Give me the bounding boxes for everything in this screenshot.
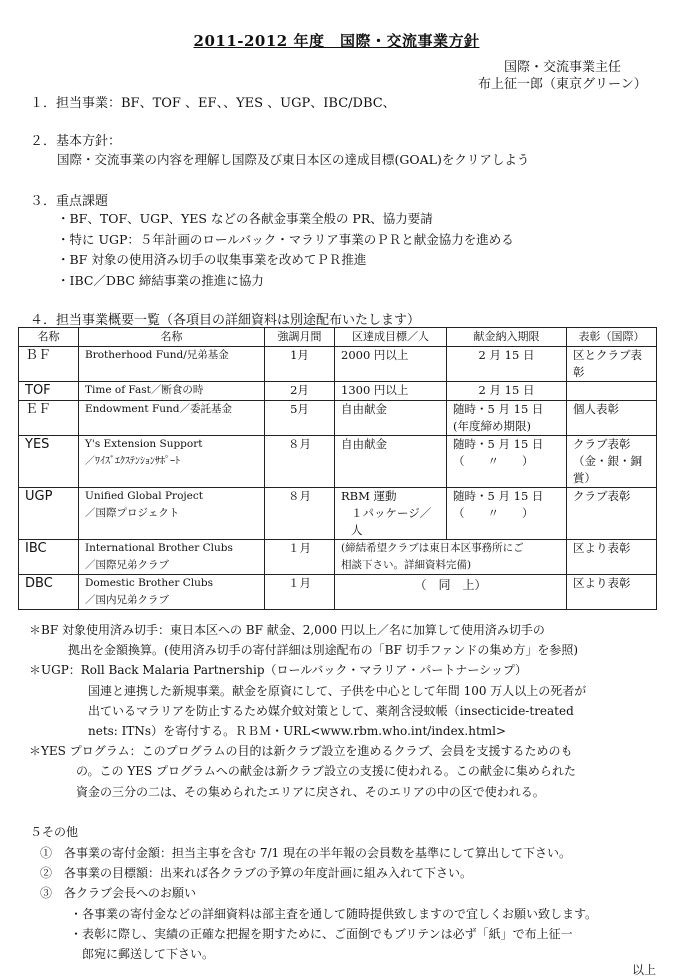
award-note: （金・銀・銅賞） — [573, 454, 642, 485]
program-name-en: Y's Extension Support — [85, 438, 203, 450]
section-5-subitem: 郎宛に郵送して下さい。 — [82, 947, 215, 961]
document-title: 2011-2012 年度 国際・交流事業方針 — [193, 32, 480, 50]
note-bf-line: 拠出を金額換算。(使用済み切手の寄付詳細は別途配布の「BF 切手ファンドの集め方」を参照) — [68, 643, 579, 657]
note-yes-line: の。この YES プログラムへの献金は新クラブ設立の支援に使われる。この献金に集められた — [76, 764, 576, 778]
table-row — [19, 575, 657, 610]
deadline — [447, 436, 567, 488]
program-abbr: IBC — [19, 540, 79, 575]
section-4-heading: ４．担当事業概要一覧（各項目の詳細資料は別途配布いたします） — [30, 313, 421, 328]
section-3-heading: ３．重点課題 — [30, 194, 109, 209]
award — [567, 382, 657, 401]
program-name — [79, 488, 265, 540]
section-2-heading: ２．基本方針： — [30, 134, 122, 149]
section-3-item: ・特に UGP：５年計画のロールバック・マラリア事業のＰＲと献金協力を進める — [57, 232, 514, 247]
table-header-cell: 献金納入期限 — [447, 328, 567, 347]
note-bf-line: ＊BF 対象使用済み切手：東日本区への BF 献金、2,000 円以上／名に加算して使用済み切手の — [29, 623, 545, 637]
table-header-cell: 表彰（国際） — [567, 328, 657, 347]
program-abbr: YES — [19, 436, 79, 488]
program-abbr: ＥＦ — [19, 401, 79, 436]
note-yes-line: 資金の三分の二は、その集められたエリアに戻され、そのエリアの中の区で使われる。 — [76, 785, 545, 799]
table-row — [19, 401, 657, 436]
target-note: １パッケージ／人 — [351, 506, 432, 537]
district-target — [335, 488, 447, 540]
note-ugp-line: nets: ITNs）を寄付する。ＲＢＭ・URL<www.rbm.who.int/index.html> — [88, 724, 507, 738]
district-target: 1300 円以上 — [335, 382, 447, 401]
section-5-item: ② 各事業の目標額：出来れば各クラブの予算の年度計画に組み入れて下さい。 — [40, 866, 473, 880]
table-header-cell: 区達成目標／人 — [335, 328, 447, 347]
program-name — [79, 540, 265, 575]
program-name: Endowment Fund／委託基金 — [79, 401, 265, 436]
program-name-en: International Brother Clubs — [85, 542, 233, 554]
table-row — [19, 382, 657, 401]
section-3-item: ・BF 対象の使用済み切手の収集事業を改めてＰＲ推進 — [57, 252, 367, 267]
table-header-row — [19, 328, 657, 347]
merged-line: 相談下さい。詳細資料完備) — [341, 559, 472, 571]
program-summary-table — [18, 327, 657, 610]
merged-target-deadline — [335, 540, 567, 575]
emphasis-month: 1月 — [265, 347, 335, 382]
note-ugp-line: ＊UGP：Roll Back Malaria Partnership（ロールバック・マラリア・パートナーシップ） — [29, 663, 528, 677]
program-name-en: Domestic Brother Clubs — [85, 577, 213, 589]
section-5-item: ③ 各クラブ会長へのお願い — [40, 886, 197, 900]
emphasis-month: １月 — [265, 540, 335, 575]
district-target: 自由献金 — [335, 401, 447, 436]
award: 区とクラブ表彰 — [567, 347, 657, 382]
author-role: 国際・交流事業主任 — [504, 60, 622, 75]
emphasis-month: ８月 — [265, 488, 335, 540]
section-5-item: ① 各事業の寄付金額：担当主事を含む 7/1 現在の半年報の会員数を基準にして算出して下さい。 — [40, 846, 571, 860]
award: 個人表彰 — [567, 401, 657, 436]
program-name-en: Unified Global Project — [85, 490, 203, 502]
closing-mark: 以上 — [632, 963, 657, 977]
emphasis-month: 2月 — [265, 382, 335, 401]
section-3-item: ・BF、TOF、UGP、YES などの各献金事業全般の PR、協力要請 — [57, 211, 433, 226]
deadline: 2 月 15 日 — [447, 347, 567, 382]
note-ugp-line: 国連と連携した新規事業。献金を原資にして、子供を中心として年間 100 万人以上の死者が — [88, 684, 587, 698]
table-row — [19, 540, 657, 575]
section-5-subitem: ・各事業の寄付金などの詳細資料は部主査を通して随時提供致しますので宜しくお願い致します。 — [70, 907, 598, 921]
emphasis-month: 5月 — [265, 401, 335, 436]
section-5-heading: ５その他 — [30, 825, 79, 839]
award — [567, 436, 657, 488]
note-yes-line: ＊YES プログラム：このプログラムの目的は新クラブ設立を進めるクラブ、会員を支援するためのも — [29, 744, 573, 758]
table-header-cell: 強調月間 — [265, 328, 335, 347]
deadline-note: （ 〃 ） — [453, 454, 534, 468]
emphasis-month: ８月 — [265, 436, 335, 488]
award-line: クラブ表彰 — [573, 437, 631, 451]
merged-line: (締結希望クラブは東日本区事務所にご — [341, 542, 524, 554]
author-name: 布上征一郎（東京グリーン） — [478, 77, 647, 92]
district-target: 自由献金 — [335, 436, 447, 488]
program-name: Brotherhood Fund/兄弟基金 — [79, 347, 265, 382]
program-name — [79, 436, 265, 488]
deadline-line: 随時・5 月 15 日 — [453, 489, 544, 503]
program-name-jp: ／国際兄弟クラブ — [85, 559, 169, 571]
program-name-jp: ／国際プロジェクト — [85, 507, 180, 519]
deadline — [447, 488, 567, 540]
deadline: 2 月 15 日 — [447, 382, 567, 401]
district-target: 2000 円以上 — [335, 347, 447, 382]
program-abbr: UGP — [19, 488, 79, 540]
section-1-heading: １．担当事業：BF、TOF 、EF、、YES 、UGP、IBC/DBC、 — [30, 96, 396, 111]
program-abbr: ＢＦ — [19, 347, 79, 382]
deadline-line: 随時・5 月 15 日 — [453, 402, 544, 416]
program-name — [79, 575, 265, 610]
table-row — [19, 347, 657, 382]
section-2-body: 国際・交流事業の内容を理解し国際及び東日本区の達成目標(GOAL)をクリアしよう — [57, 152, 530, 167]
target-line: RBM 運動 — [341, 489, 397, 503]
deadline-line: 随時・5 月 15 日 — [453, 437, 544, 451]
program-name-jp: ／ﾜｲｽﾞｴｸｽﾃﾝｼｮﾝｻﾎﾟｰﾄ — [85, 456, 180, 467]
program-name-jp: ／国内兄弟クラブ — [85, 594, 169, 606]
award: 区より表彰 — [567, 575, 657, 610]
table-header-cell: 名称 — [19, 328, 79, 347]
deadline-note: (年度締め期限) — [453, 419, 531, 433]
deadline-note: （ 〃 ） — [453, 506, 534, 520]
deadline — [447, 401, 567, 436]
note-ugp-line: 出ているマラリアを防止するため媒介蚊対策として、薬剤含浸蚊帳（insecticide-treated — [88, 704, 574, 718]
section-3-item: ・IBC／DBC 締結事業の推進に協力 — [57, 273, 264, 288]
program-abbr: TOF — [19, 382, 79, 401]
award: 区より表彰 — [567, 540, 657, 575]
table-row — [19, 436, 657, 488]
merged-target-deadline: （ 同 上） — [335, 575, 567, 610]
table-header-cell: 名称 — [79, 328, 265, 347]
award: クラブ表彰 — [567, 488, 657, 540]
program-abbr: DBC — [19, 575, 79, 610]
section-5-subitem: ・表彰に際し、実績の正確な把握を期すために、ご面倒でもブリテンは必ず「紙」で布上征一 — [70, 927, 573, 941]
emphasis-month: １月 — [265, 575, 335, 610]
table-row — [19, 488, 657, 540]
program-name: Time of Fast／断食の時 — [79, 382, 265, 401]
